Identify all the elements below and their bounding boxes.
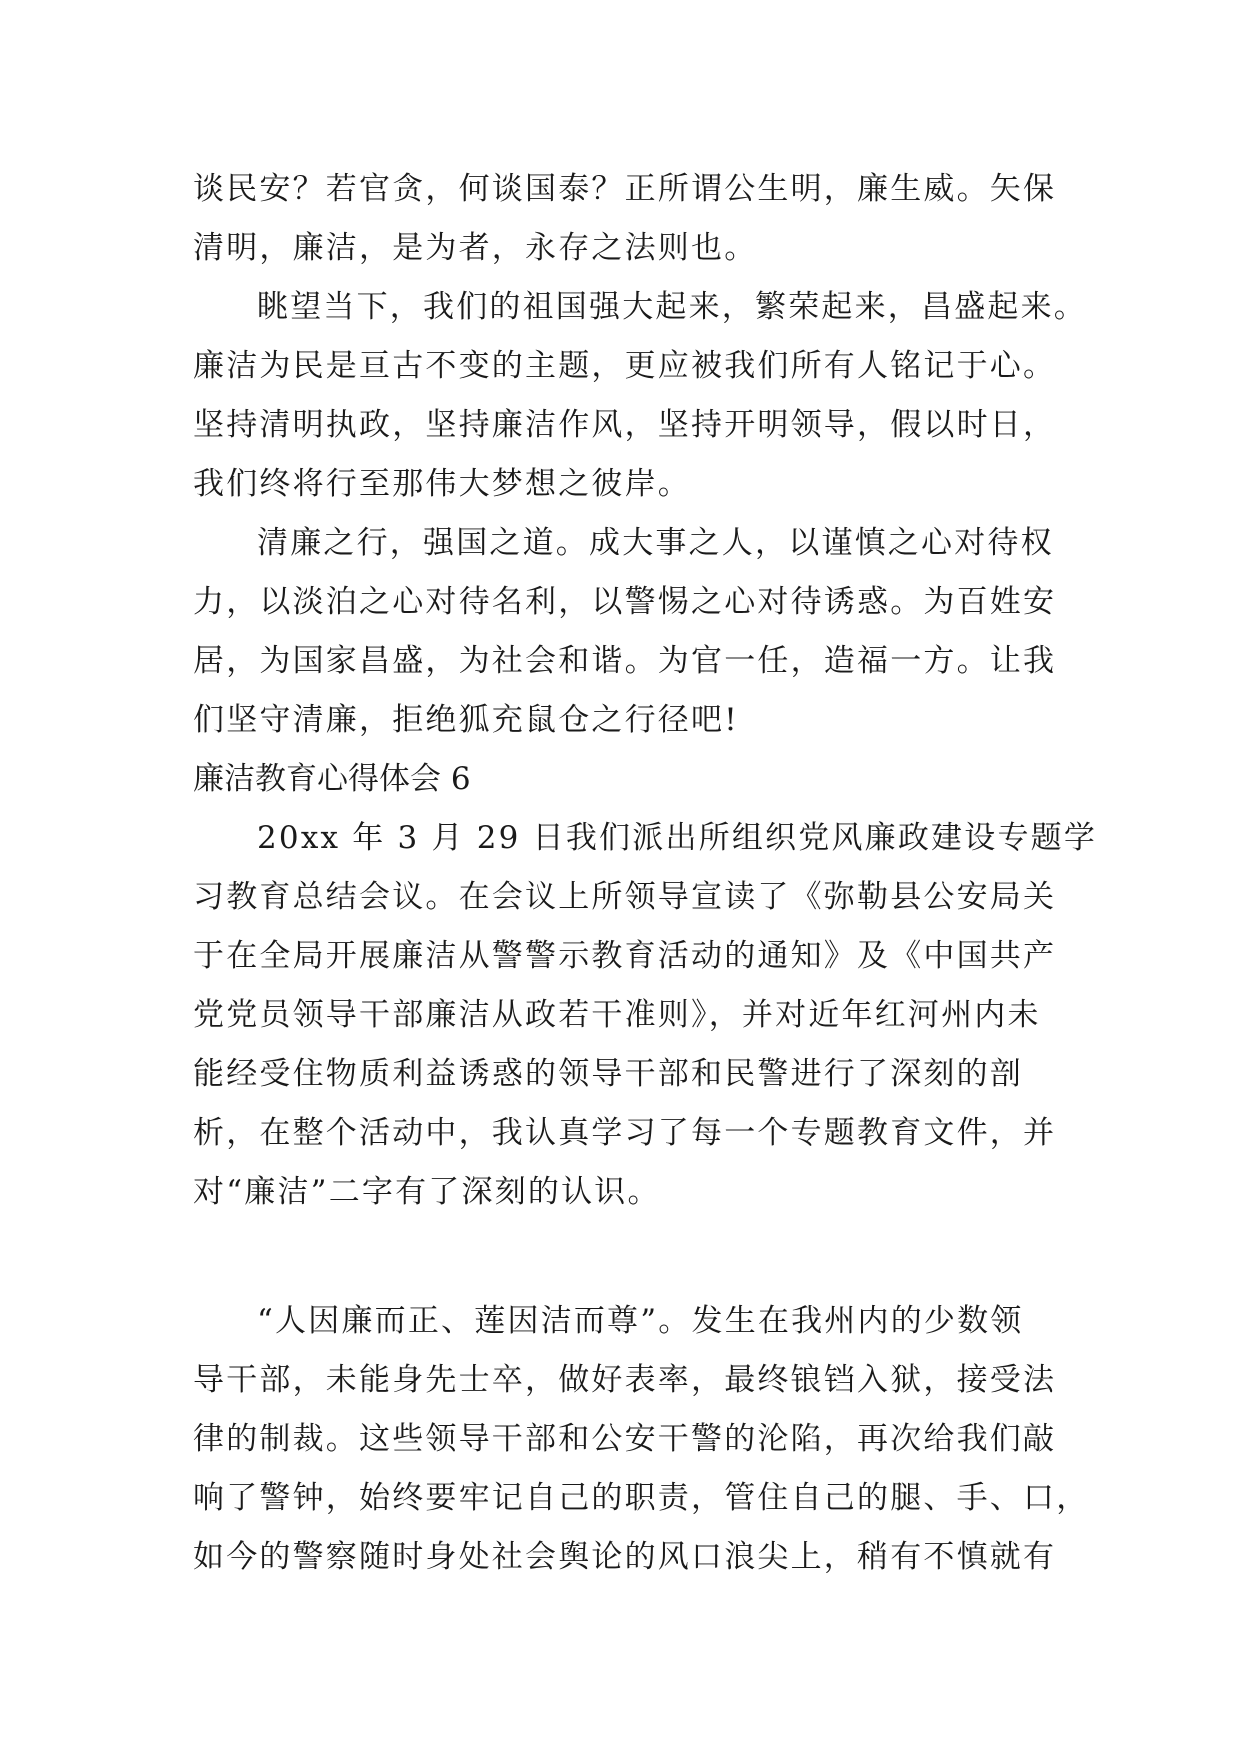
text-line: 于在全局开展廉洁从警警示教育活动的通知》及《中国共产 [193,938,1057,974]
paragraph-warning [193,1292,1090,1587]
text-line: 居，为国家昌盛，为社会和谐。为官一任，造福一方。让我 [193,643,1057,679]
text-line: 力，以淡泊之心对待名利，以警惕之心对待诱惑。为百姓安 [193,584,1057,620]
text-line: 律的制裁。这些领导干部和公安干警的沦陷，再次给我们敲 [193,1421,1057,1457]
text-line: 廉洁为民是亘古不变的主题，更应被我们所有人铭记于心。 [193,348,1057,384]
text-line: 眺望当下，我们的祖国强大起来，繁荣起来，昌盛起来。 [257,289,1087,325]
section-heading: 廉洁教育心得体会 6 [193,761,471,797]
text-line: 导干部，未能身先士卒，做好表率，最终锒铛入狱，接受法 [193,1362,1057,1398]
text-line: 对“廉洁”二字有了深刻的认识。 [193,1174,661,1210]
text-line: “人因廉而正、莲因洁而尊”。发生在我州内的少数领 [257,1303,1024,1339]
paragraph-continuation [193,160,1057,278]
text-line: 清廉之行，强国之道。成大事之人，以谨慎之心对待权 [257,525,1054,561]
paragraph-integrity [193,514,1057,750]
text-line: 清明，廉洁，是为者，永存之法则也。 [193,230,758,266]
paragraph-meeting [193,809,1098,1222]
text-line: 党党员领导干部廉洁从政若干准则》，并对近年红河州内未 [193,997,1041,1033]
paragraph-gap [193,1222,1053,1292]
text-line: 坚持清明执政，坚持廉洁作风，坚持开明领导，假以时日， [193,407,1057,443]
document-page [193,160,1098,1587]
text-line: 能经受住物质利益诱惑的领导干部和民警进行了深刻的剖 [193,1056,1023,1092]
text-line: 响了警钟，始终要牢记自己的职责，管住自己的腿、手、口， [193,1480,1090,1516]
text-line: 们坚守清廉，拒绝狐充鼠仓之行径吧! [193,702,739,738]
text-line: 析，在整个活动中，我认真学习了每一个专题教育文件，并 [193,1115,1057,1151]
text-line: 20xx 年 3 月 29 日我们派出所组织党风廉政建设专题学 [257,820,1098,856]
text-line: 谈民安？若官贪，何谈国泰？正所谓公生明，廉生威。矢保 [193,171,1057,207]
text-line: 习教育总结会议。在会议上所领导宣读了《弥勒县公安局关 [193,879,1057,915]
text-line: 我们终将行至那伟大梦想之彼岸。 [193,466,691,502]
paragraph-prosperity [193,278,1087,514]
text-line: 如今的警察随时身处社会舆论的风口浪尖上，稍有不慎就有 [193,1539,1057,1575]
